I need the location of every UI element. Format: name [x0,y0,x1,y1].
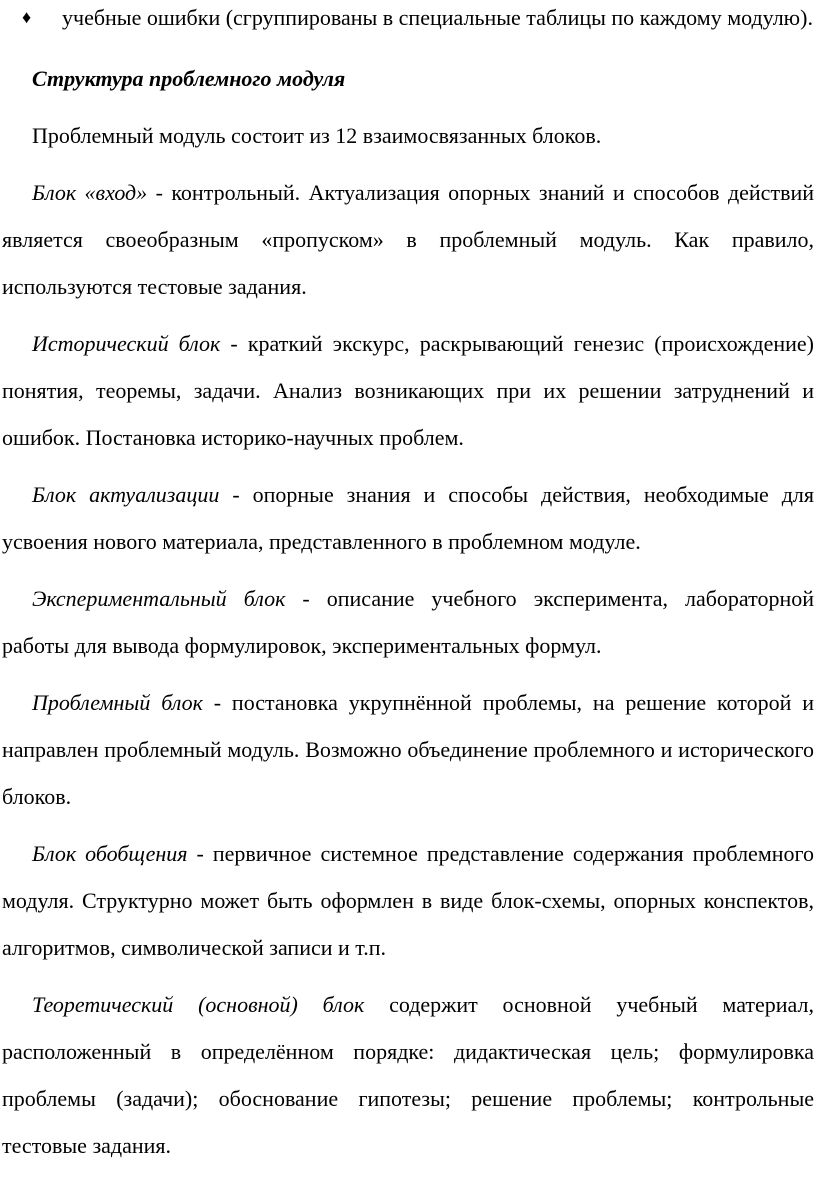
block-description: - постановка укрупнённой проблемы, на решение которой и направлен проблемный модуль. Возможно объединение проблемного и исторического блоков. [2,690,814,809]
block-description: содержит основной учебный материал, расположенный в определённом порядке: дидактическая цель; формулировка проблемы (задачи); обоснование гипотезы; решение проблемы; контрольные тестовые задания. [2,992,814,1158]
block-term: Проблемный блок [32,690,203,715]
diamond-bullet-icon: ♦ [22,7,32,27]
block-description: - контрольный. Актуализация опорных знаний и способов действий является своеобразным «пропуском» в проблемный модуль. Как правило, используются тестовые задания. [2,180,814,299]
block-term: Блок «вход» [32,180,148,205]
block-term: Блок актуализации [32,482,220,507]
block-description: - описание учебного эксперимента, лабораторной работы для вывода формулировок, экспериментальных формул. [2,586,814,658]
block-paragraph-actualization [2,471,814,565]
block-paragraph-problem [2,679,814,820]
section-heading: Структура проблемного модуля [32,66,346,91]
list-item [2,0,814,41]
list-item-text: учебные ошибки (сгруппированы в специальные таблицы по каждому модулю). [62,5,813,30]
document-page [2,0,814,1169]
block-term: Исторический блок [32,331,221,356]
block-description: - первичное системное представление содержания проблемного модуля. Структурно может быть оформлен в виде блок-схемы, опорных конспектов, алгоритмов, символической записи и т.п. [2,841,814,960]
block-paragraph-experimental [2,575,814,669]
intro-paragraph: Проблемный модуль состоит из 12 взаимосвязанных блоков. [32,123,602,148]
block-term: Экспериментальный блок [32,586,286,611]
block-description: - краткий экскурс, раскрывающий генезис (происхождение) понятия, теоремы, задачи. Анализ возникающих при их решении затруднений и ошибок. Постановка историко-научных проблем. [2,331,815,450]
block-term: Блок обобщения [32,841,188,866]
block-paragraph-historical [2,320,814,461]
block-term: Теоретический (основной) блок [32,992,365,1017]
block-paragraph-entry [2,169,814,310]
block-paragraph-theoretical [2,981,814,1169]
block-paragraph-generalization [2,830,814,971]
block-description: - опорные знания и способы действия, необходимые для усвоения нового материала, представленного в проблемном модуле. [2,482,814,554]
